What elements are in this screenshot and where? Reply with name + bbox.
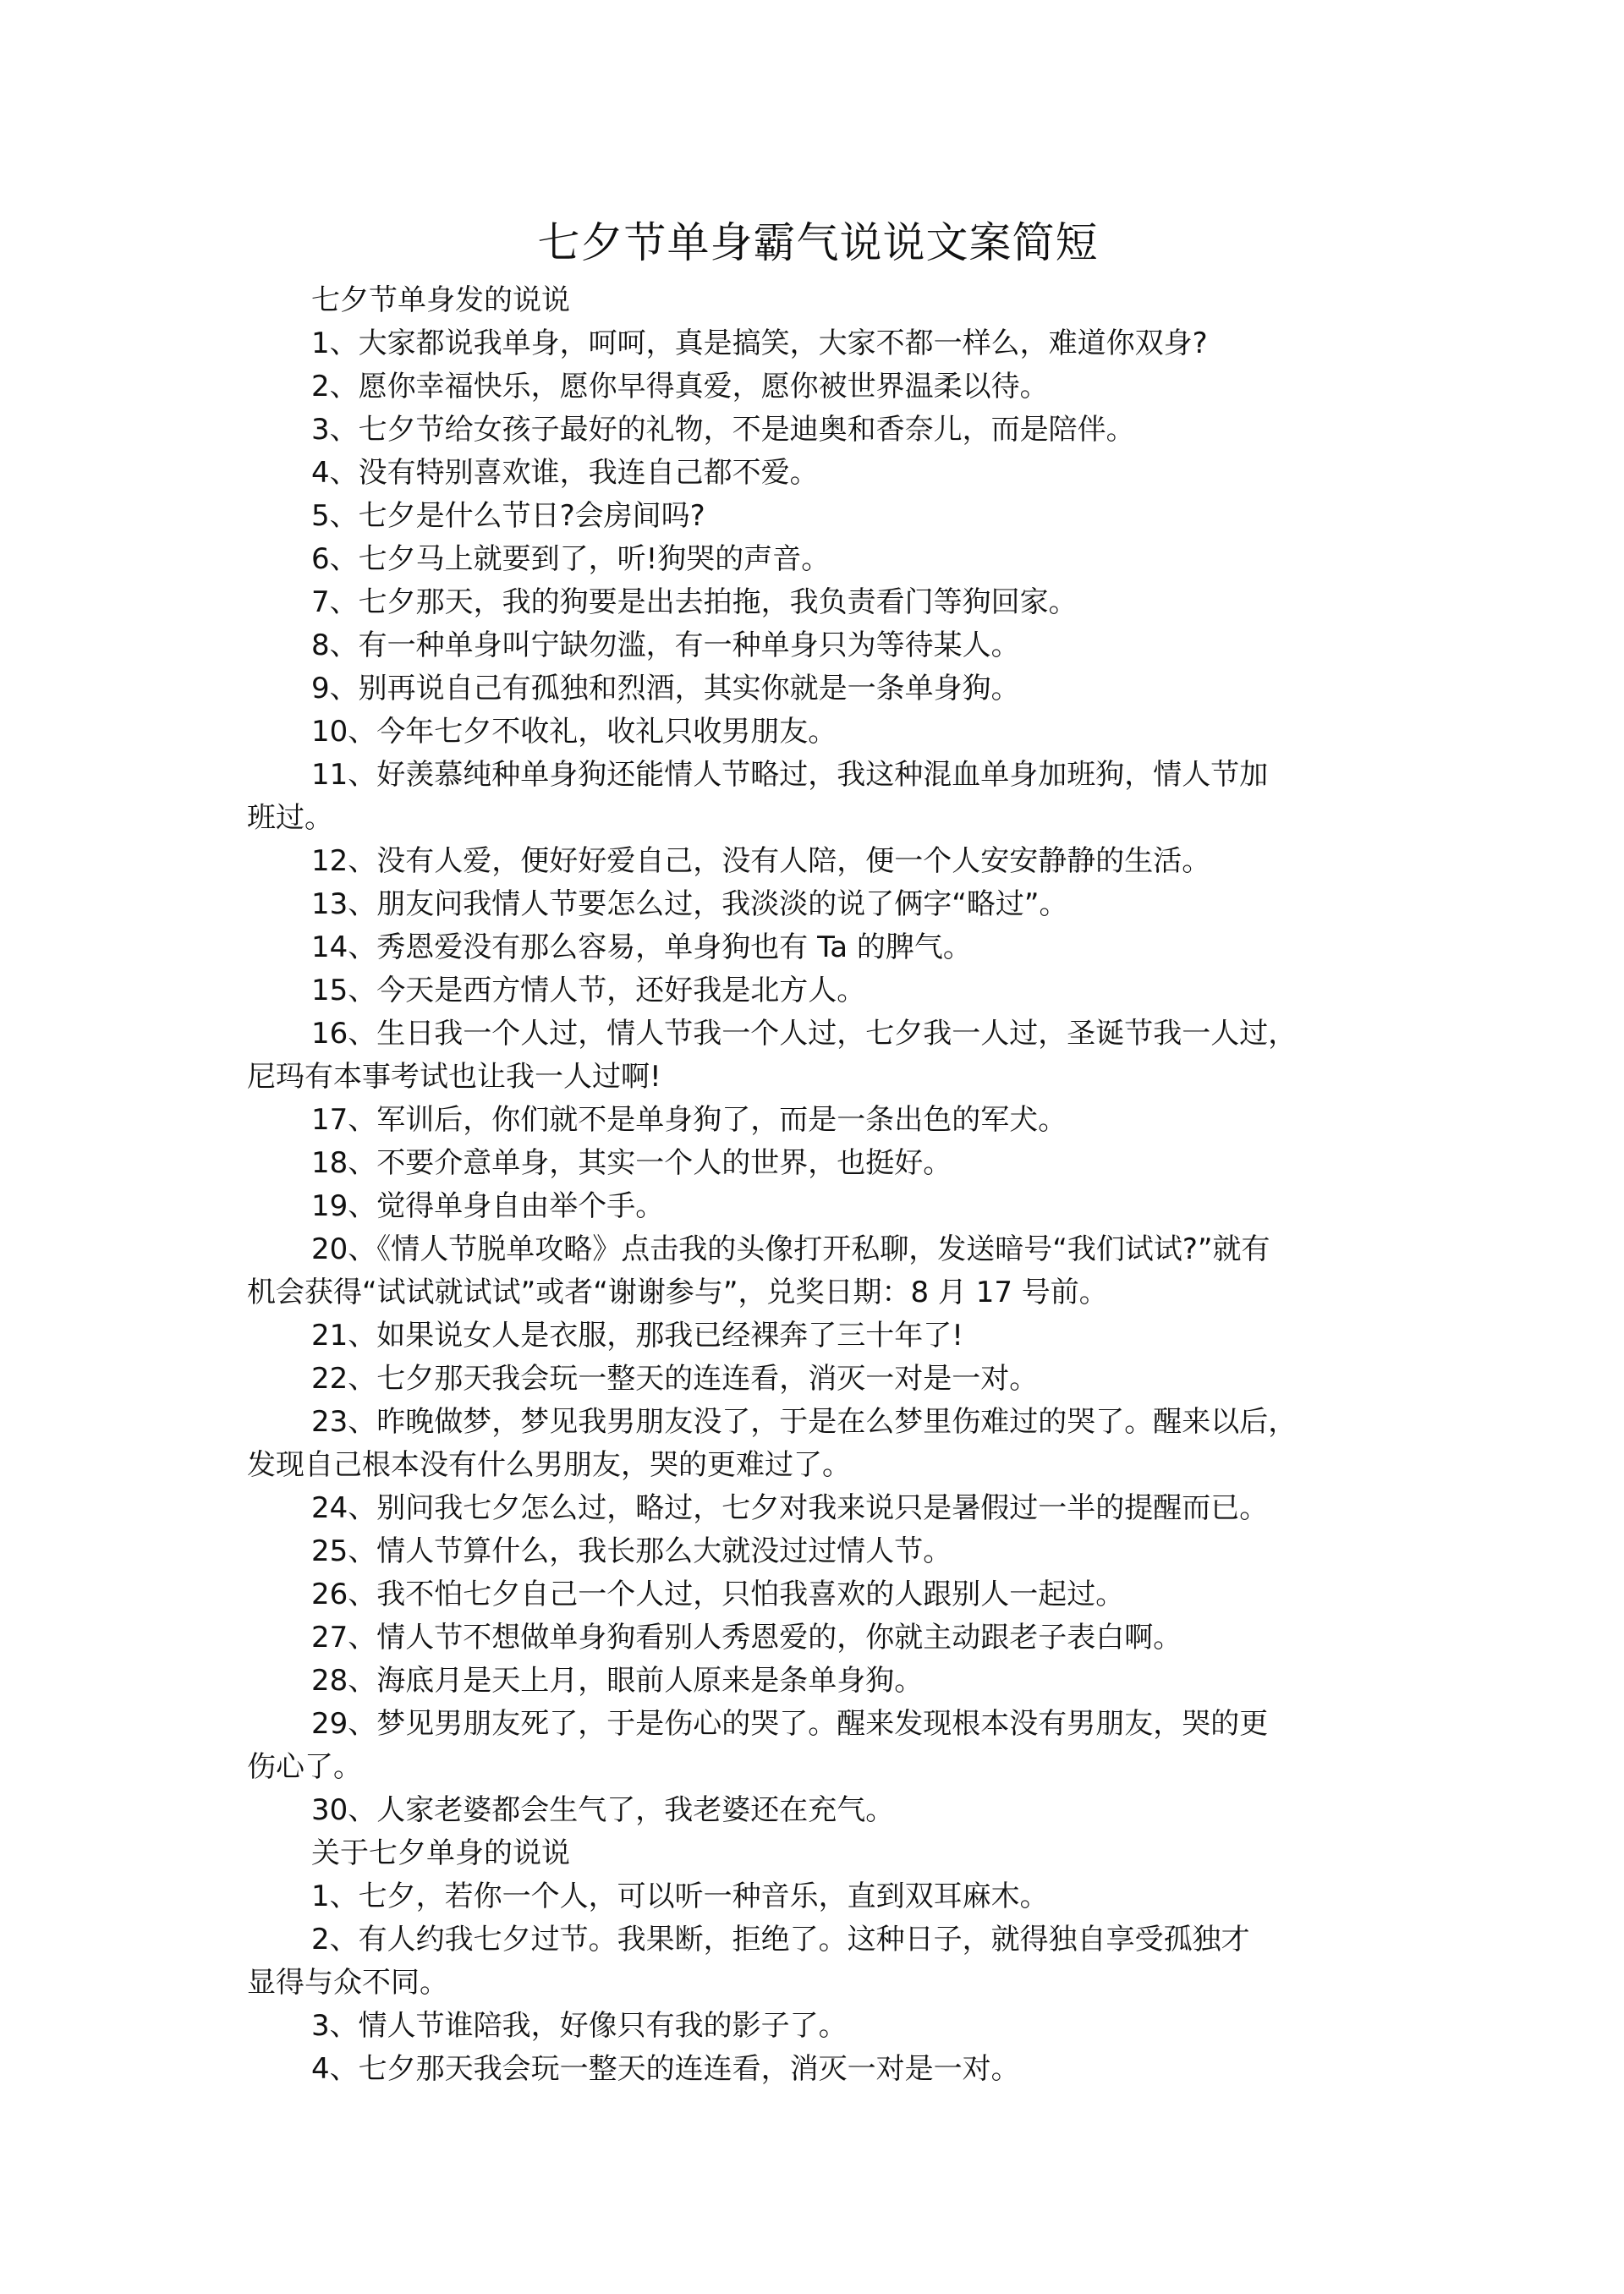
- document-body: [247, 213, 1389, 2091]
- document-title: 七夕节单身霸气说说文案简短: [537, 218, 1099, 267]
- list-item: 10、今年七夕不收礼，收礼只收男朋友。: [311, 715, 837, 749]
- section-heading: 关于七夕单身的说说: [311, 1836, 570, 1870]
- list-item: 9、别再说自己有孤独和烈酒，其实你就是一条单身狗。: [311, 672, 1020, 705]
- list-item: 25、情人节算什么，我长那么大就没过过情人节。: [311, 1534, 952, 1568]
- list-item: 1、七夕，若你一个人，可以听一种音乐，直到双耳麻木。: [311, 1880, 1049, 1913]
- list-item: 22、七夕那天我会玩一整天的连连看，消灭一对是一对。: [311, 1362, 1039, 1396]
- section-singles-posts: [247, 279, 1389, 1832]
- list-item: 20、《情人节脱单攻略》点击我的头像打开私聊，发送暗号“我们试试?”就有 机会获得“试试就试试”或者“谢谢参与”，兑奖日期：8 月 17 号前。: [247, 1232, 1270, 1309]
- list-item: 12、没有人爱，便好好爱自己，没有人陪，便一个人安安静静的生活。: [311, 844, 1211, 878]
- list-item: 3、七夕节给女孩子最好的礼物，不是迪奥和香奈儿，而是陪伴。: [311, 413, 1135, 447]
- list-item: 28、海底月是天上月，眼前人原来是条单身狗。: [311, 1664, 924, 1698]
- list-item: 2、有人约我七夕过节。我果断，拒绝了。这种日子，就得独自享受孤独才 显得与众不同。: [247, 1923, 1250, 2000]
- list-item: 26、我不怕七夕自己一个人过，只怕我喜欢的人跟别人一起过。: [311, 1578, 1125, 1611]
- list-item: 16、生日我一个人过，情人节我一个人过，七夕我一人过，圣诞节我一人过， 尼玛有本事考试也让我一人过啊!: [247, 1017, 1298, 1094]
- list-item: 18、不要介意单身，其实一个人的世界，也挺好。: [311, 1146, 952, 1180]
- list-item: 14、秀恩爱没有那么容易，单身狗也有 Ta 的脾气。: [311, 930, 972, 964]
- section-about-singles: [247, 1832, 1389, 2091]
- list-item: 19、觉得单身自由举个手。: [311, 1189, 665, 1223]
- list-item: 3、情人节谁陪我，好像只有我的影子了。: [311, 2009, 848, 2043]
- list-item: 24、别问我七夕怎么过，略过，七夕对我来说只是暑假过一半的提醒而已。: [311, 1491, 1269, 1525]
- list-item: 2、愿你幸福快乐，愿你早得真爱，愿你被世界温柔以待。: [311, 370, 1049, 403]
- list-item: 27、情人节不想做单身狗看别人秀恩爱的，你就主动跟老子表白啊。: [311, 1621, 1182, 1655]
- list-item: 1、大家都说我单身，呵呵，真是搞笑，大家不都一样么，难道你双身?: [311, 327, 1208, 360]
- list-item: 11、好羡慕纯种单身狗还能情人节略过，我这种混血单身加班狗，情人节加 班过。: [247, 758, 1269, 835]
- list-item: 21、如果说女人是衣服，那我已经裸奔了三十年了!: [311, 1319, 963, 1353]
- list-item: 7、七夕那天，我的狗要是出去拍拖，我负责看门等狗回家。: [311, 585, 1078, 619]
- list-item: 29、梦见男朋友死了，于是伤心的哭了。醒来发现根本没有男朋友，哭的更 伤心了。: [247, 1707, 1269, 1784]
- list-item: 23、昨晚做梦，梦见我男朋友没了，于是在么梦里伤难过的哭了。醒来以后， 发现自己根本没有什么男朋友，哭的更难过了。: [247, 1405, 1298, 1482]
- list-item: 6、七夕马上就要到了，听!狗哭的声音。: [311, 542, 831, 576]
- section-heading: 七夕节单身发的说说: [311, 283, 570, 317]
- list-item: 17、军训后，你们就不是单身狗了，而是一条出色的军犬。: [311, 1103, 1067, 1137]
- list-item: 4、没有特别喜欢谁，我连自己都不爱。: [311, 456, 819, 490]
- list-item: 5、七夕是什么节日?会房间吗?: [311, 499, 705, 533]
- list-item: 30、人家老婆都会生气了，我老婆还在充气。: [311, 1793, 895, 1827]
- list-item: 8、有一种单身叫宁缺勿滥，有一种单身只为等待某人。: [311, 628, 1020, 662]
- list-item: 15、今天是西方情人节，还好我是北方人。: [311, 974, 866, 1007]
- list-item: 13、朋友问我情人节要怎么过，我淡淡的说了俩字“略过”。: [311, 887, 1068, 921]
- list-item: 4、七夕那天我会玩一整天的连连看，消灭一对是一对。: [311, 2052, 1020, 2086]
